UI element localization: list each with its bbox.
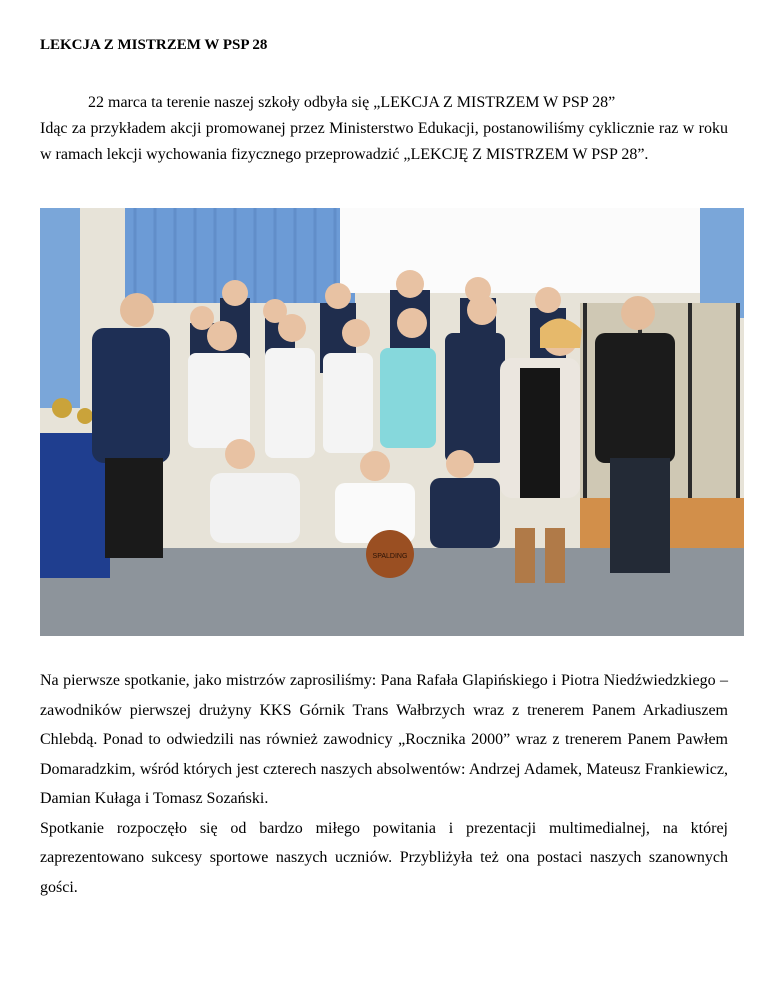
group-photo-illustration	[40, 208, 744, 636]
group-photo	[40, 208, 744, 636]
ball-text: SPALDING	[372, 553, 408, 560]
intro-section	[40, 90, 728, 168]
article-body	[40, 666, 728, 902]
document-title: LEKCJA Z MISTRZEM W PSP 28	[40, 37, 268, 53]
intro-first-line: 22 marca ta terenie naszej szkoły odbyła się „LEKCJA Z MISTRZEM W PSP 28”	[88, 94, 616, 111]
paragraph-1: Na pierwsze spotkanie, jako mistrzów zaprosiliśmy: Pana Rafała Glapińskiego i Piotra Niedźwiedzkiego – zawodników pierwszej drużyny KKS Górnik Trans Wałbrzych wraz z trenerem Panem Arkadiuszem Chlebdą. Ponad to odwiedzili nas również zawodnicy „Rocznika 2000” wraz z trenerem Panem Pawłem Domaradzkim, wśród których jest czterech naszych absolwentów: Andrzej Adamek, Mateusz Frankiewicz, Damian Kułaga i Tomasz Sozański.	[40, 672, 728, 807]
intro-text: Idąc za przykładem akcji promowanej przez Ministerstwo Edukacji, postanowiliśmy cyklicznie raz w roku w ramach lekcji wychowania fizycznego przeprowadzić „LEKCJĘ Z MISTRZEM W PSP 28”.	[40, 120, 728, 163]
paragraph-2: Spotkanie rozpoczęło się od bardzo miłego powitania i prezentacji multimedialnej, na której zaprezentowano sukcesy sportowe naszych uczniów. Przybliżyła też ona postaci naszych szanownych gości.	[40, 819, 728, 896]
